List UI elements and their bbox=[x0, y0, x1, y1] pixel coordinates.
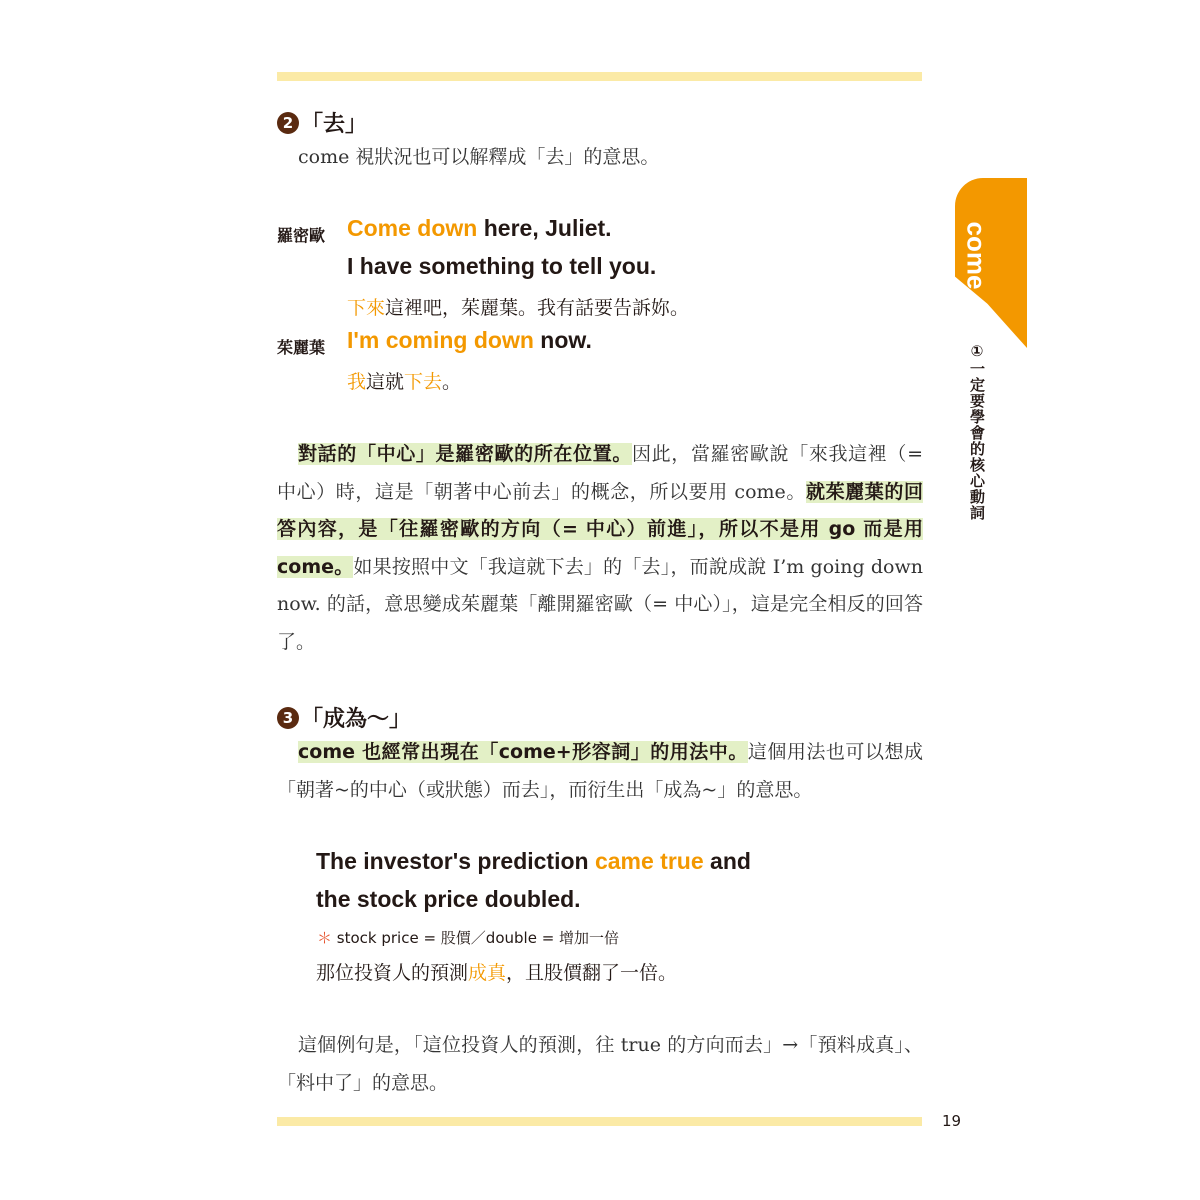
speaker-juliet: 茱麗葉 bbox=[277, 338, 326, 357]
speaker-romeo: 羅密歐 bbox=[277, 226, 326, 245]
section-2-explanation: 對話的「中心」是羅密歐的所在位置。因此，當羅密歐說「來我這裡（= 中心）時，這是「朝著中心前去」的概念，所以要用 come。就茱麗葉的回答內容，是「往羅密歐的方向（= 中心）前進」，所以不是用 go 而是用 come。如果按照中文「我這就下去」的「去」，而說成說 I’m going down now. 的話，意思變成茱麗葉「離開羅密歐（= 中心）」，這是完全相反的回答了。 bbox=[277, 443, 923, 653]
example-english-line-2: the stock price doubled. bbox=[316, 886, 581, 912]
section-title: 「成為～」 bbox=[301, 707, 412, 732]
top-rule bbox=[277, 72, 922, 81]
section-2-heading bbox=[277, 107, 367, 138]
juliet-chinese-translation: 我這就下去。 bbox=[347, 371, 462, 393]
section-number-badge: 2 bbox=[277, 112, 299, 134]
romeo-english-line-2: I have something to tell you. bbox=[347, 253, 657, 279]
juliet-english-line: I'm coming down now. bbox=[347, 327, 592, 353]
vocab-note: ＊ stock price = 股價／double = 增加一倍 bbox=[317, 929, 620, 947]
chapter-title-vertical: ①一定要學會的核心動詞 bbox=[968, 342, 986, 521]
example-chinese-translation: 那位投資人的預測成真，且股價翻了一倍。 bbox=[316, 962, 678, 984]
section-2-intro: come 視狀況也可以解釋成「去」的意思。 bbox=[298, 146, 660, 168]
bottom-rule bbox=[277, 1117, 922, 1126]
romeo-chinese-translation: 下來這裡吧，茱麗葉。我有話要告訴妳。 bbox=[347, 297, 690, 319]
section-3-intro: come 也經常出現在「come+形容詞」的用法中。這個用法也可以想成「朝著~的中心（或狀態）而去」，而衍生出「成為~」的意思。 bbox=[277, 741, 923, 801]
page-number: 19 bbox=[942, 1112, 962, 1130]
section-3-conclusion: 這個例句是，「這位投資人的預測，往 true 的方向而去」→「預料成真」、「料中了」的意思。 bbox=[277, 1034, 923, 1094]
section-title: 「去」 bbox=[301, 112, 368, 137]
chapter-tab-word: come bbox=[961, 221, 992, 289]
section-3-heading bbox=[277, 702, 411, 733]
romeo-english-line-1: Come down here, Juliet. bbox=[347, 215, 612, 241]
example-english-line-1: The investor's prediction came true and bbox=[316, 848, 751, 874]
section-number-badge: 3 bbox=[277, 707, 299, 729]
